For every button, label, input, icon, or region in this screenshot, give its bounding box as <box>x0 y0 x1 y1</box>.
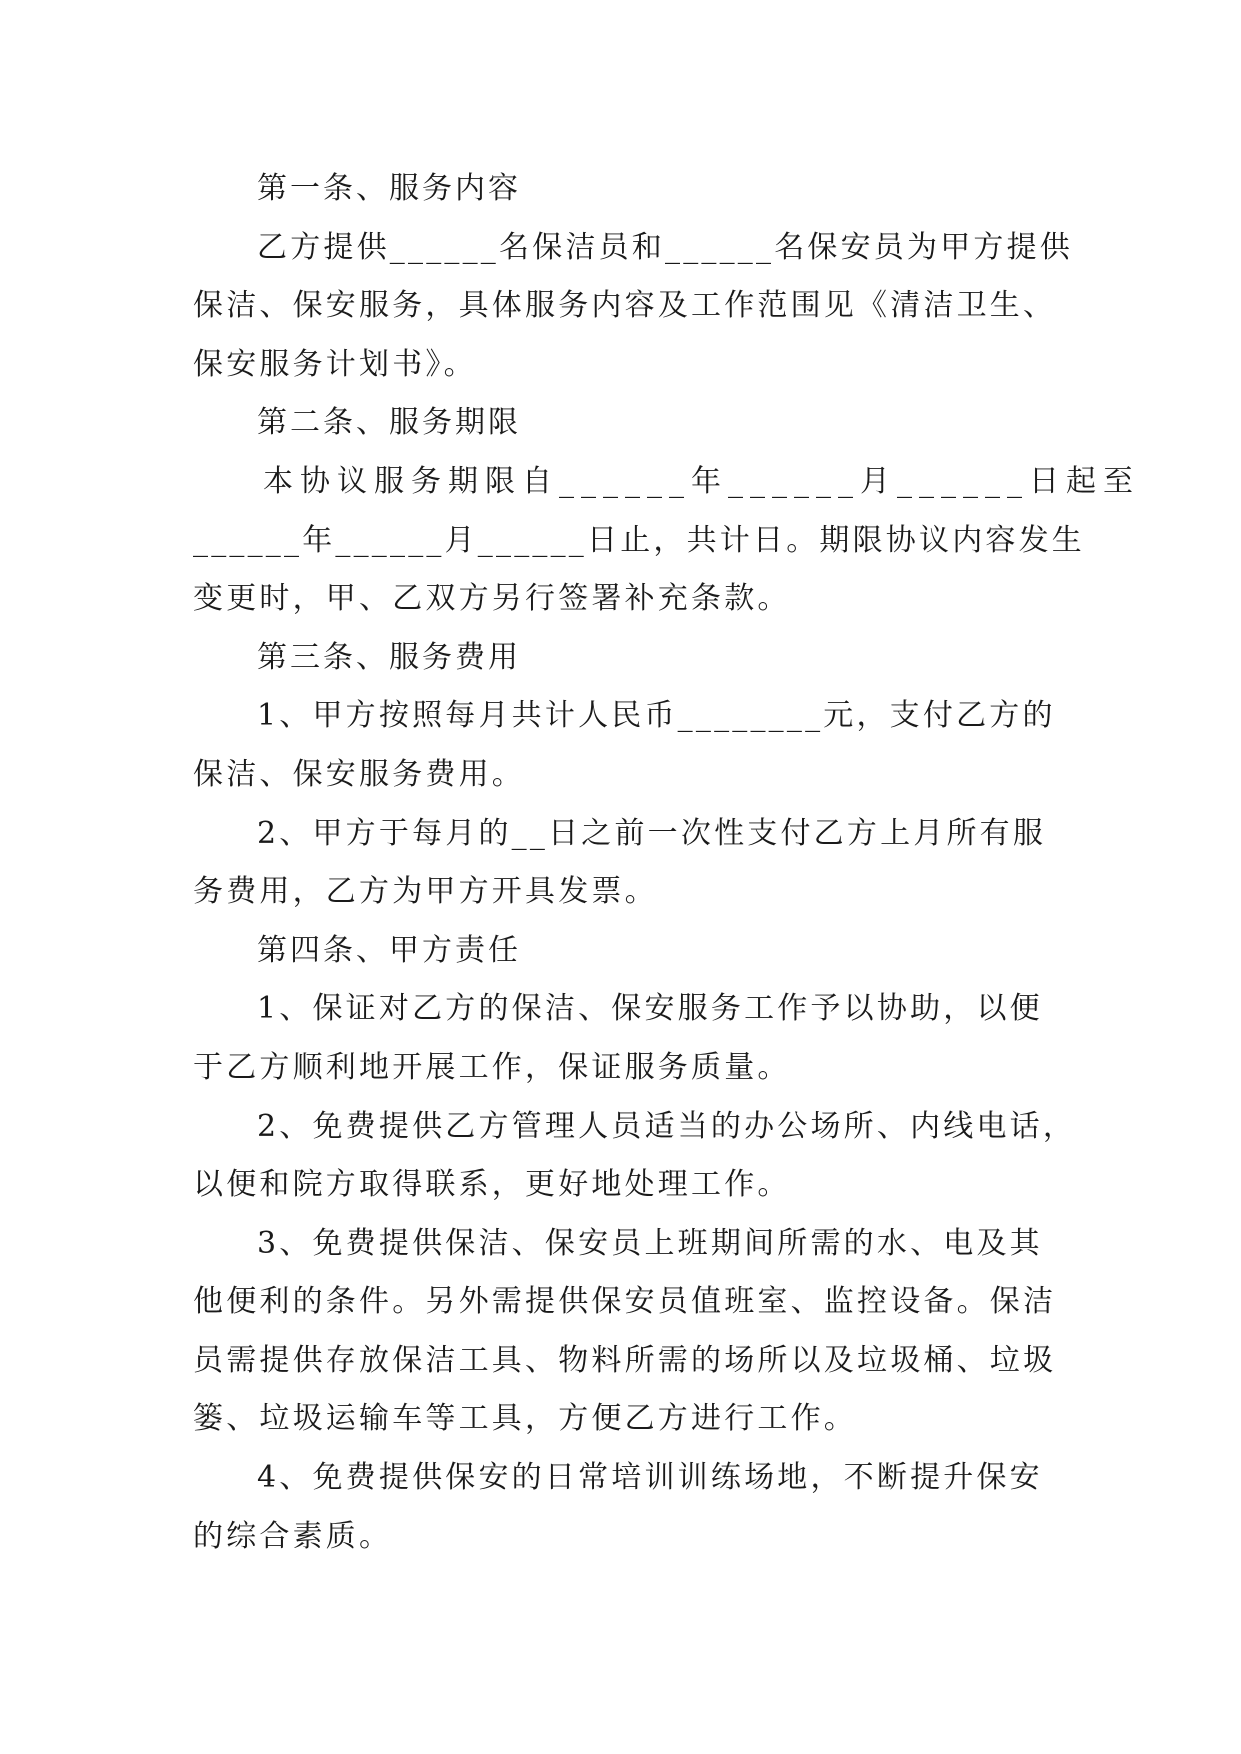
paragraph-line: 变更时，甲、乙双方另行签署补充条款。 <box>193 581 791 617</box>
paragraph-line: 乙方提供______名保洁员和______名保安员为甲方提供 <box>257 229 1073 265</box>
section-heading: 第一条、服务内容 <box>257 171 521 206</box>
paragraph-line: 保安服务计划书》。 <box>193 346 477 382</box>
paragraph-line: 1、甲方按照每月共计人民币________元，支付乙方的 <box>257 698 1056 734</box>
paragraph-line: 员需提供存放保洁工具、物料所需的场所以及垃圾桶、垃圾 <box>193 1342 1057 1378</box>
paragraph-line: 于乙方顺利地开展工作，保证服务质量。 <box>193 1049 791 1085</box>
paragraph-line: 保洁、保安服务，具体服务内容及工作范围见《清洁卫生、 <box>193 288 1057 324</box>
paragraph-line: 4、免费提供保安的日常培训训练场地，不断提升保安 <box>257 1460 1043 1496</box>
paragraph-line: 务费用，乙方为甲方开具发票。 <box>193 874 658 910</box>
paragraph-line: ______年______月______日止，共计日。期限协议内容发生 <box>193 522 1085 558</box>
paragraph-line: 保洁、保安服务费用。 <box>193 756 525 792</box>
paragraph-line: 1、保证对乙方的保洁、保安服务工作予以协助，以便 <box>257 991 1043 1027</box>
paragraph-line: 3、免费提供保洁、保安员上班期间所需的水、电及其 <box>257 1225 1043 1261</box>
paragraph-line: 本协议服务期限自______年______月______日起至 <box>263 463 1140 499</box>
paragraph-line: 他便利的条件。另外需提供保安员值班室、监控设备。保洁 <box>193 1284 1057 1320</box>
section-heading: 第三条、服务费用 <box>257 639 521 675</box>
section-heading: 第二条、服务期限 <box>257 405 521 441</box>
paragraph-line: 2、免费提供乙方管理人员适当的办公场所、内线电话， <box>257 1108 1077 1144</box>
paragraph-line: 以便和院方取得联系，更好地处理工作。 <box>193 1167 791 1203</box>
paragraph-line: 2、甲方于每月的__日之前一次性支付乙方上月所有服 <box>257 815 1047 851</box>
document-body <box>193 160 1140 1566</box>
paragraph-line: 篓、垃圾运输车等工具，方便乙方进行工作。 <box>193 1401 857 1437</box>
paragraph-line: 的综合素质。 <box>193 1518 393 1554</box>
section-heading: 第四条、甲方责任 <box>257 932 521 968</box>
